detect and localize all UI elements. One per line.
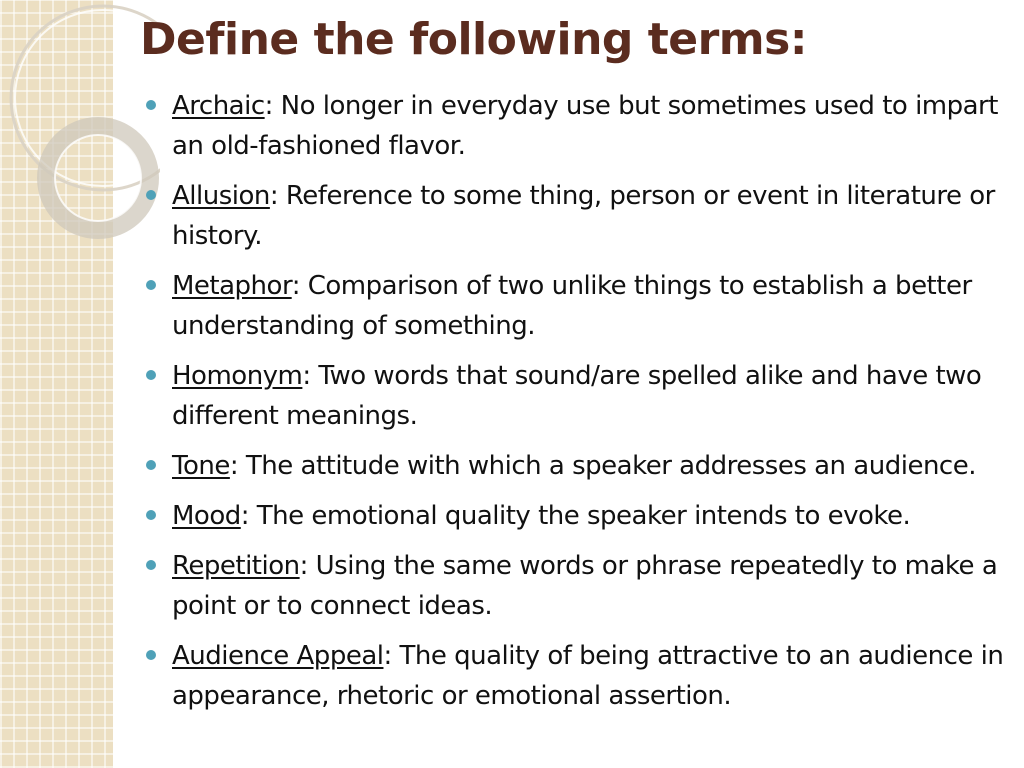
list-item — [140, 636, 1010, 716]
list-item — [140, 176, 1010, 256]
term-definition: : The quality of being attractive to an audience in appearance, rhetoric or emotional assertion. — [172, 641, 1004, 711]
term-name: Allusion — [172, 181, 270, 211]
list-item — [140, 496, 1010, 536]
bullet-icon — [146, 280, 156, 290]
term-definition: : The emotional quality the speaker intends to evoke. — [240, 501, 911, 531]
term-name: Metaphor — [172, 271, 292, 301]
list-item — [140, 86, 1010, 166]
bullet-icon — [146, 190, 156, 200]
list-item — [140, 446, 1010, 486]
term-name: Audience Appeal — [172, 641, 384, 671]
bullet-icon — [146, 460, 156, 470]
term-name: Archaic — [172, 91, 265, 121]
term-definition: : The attitude with which a speaker addresses an audience. — [229, 451, 976, 481]
bullet-icon — [146, 370, 156, 380]
term-name: Homonym — [172, 361, 303, 391]
term-name: Repetition — [172, 551, 300, 581]
bullet-icon — [146, 650, 156, 660]
list-item — [140, 546, 1010, 626]
term-definition: : Reference to some thing, person or event in literature or history. — [172, 181, 995, 251]
term-name: Tone — [172, 451, 230, 481]
decorative-circles — [0, 0, 160, 270]
term-definition: : No longer in everyday use but sometimes used to impart an old-fashioned flavor. — [172, 91, 998, 161]
list-item — [140, 356, 1010, 436]
list-item — [140, 266, 1010, 346]
term-definition: : Using the same words or phrase repeatedly to make a point or to connect ideas. — [172, 551, 998, 621]
terms-list — [140, 86, 1010, 726]
bullet-icon — [146, 510, 156, 520]
term-name: Mood — [172, 501, 241, 531]
bullet-icon — [146, 100, 156, 110]
term-definition: : Two words that sound/are spelled alike and have two different meanings. — [172, 361, 982, 431]
term-definition: : Comparison of two unlike things to establish a better understanding of something. — [172, 271, 972, 341]
slide-title: Define the following terms: — [140, 14, 807, 65]
bullet-icon — [146, 560, 156, 570]
